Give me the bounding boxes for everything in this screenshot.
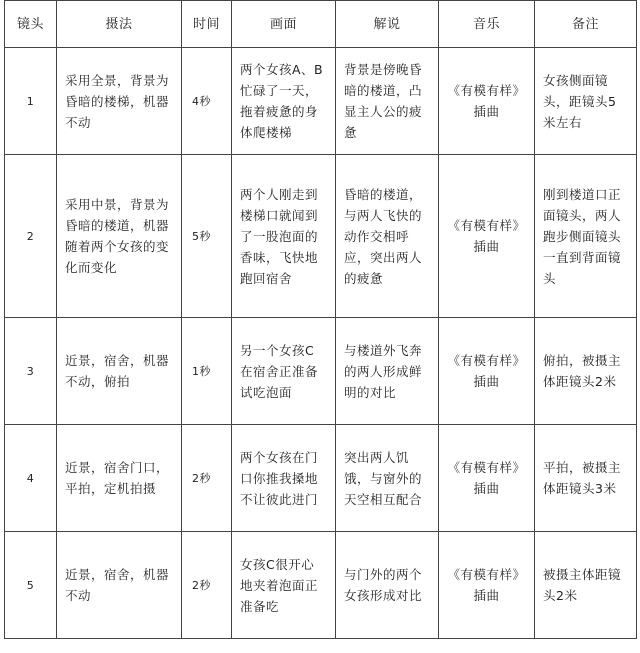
cell-notes: 刚到楼道口正面镜头，两人跑步侧面镜头一直到背面镜头 — [535, 155, 637, 318]
header-row — [5, 1, 637, 48]
cell-shot: 2 — [5, 155, 57, 318]
header-method: 摄法 — [57, 1, 182, 48]
cell-music: 《有模有样》插曲 — [439, 425, 535, 532]
cell-method: 采用全景，背景为昏暗的楼梯，机器不动 — [57, 48, 182, 155]
cell-notes: 俯拍，被摄主体距镜头2米 — [535, 318, 637, 425]
cell-scene: 另一个女孩C在宿舍正准备试吃泡面 — [232, 318, 336, 425]
cell-time: 1秒 — [182, 318, 232, 425]
table-row — [5, 48, 637, 155]
header-music: 音乐 — [439, 1, 535, 48]
cell-music: 《有模有样》插曲 — [439, 48, 535, 155]
cell-scene: 两个女孩A、B忙碌了一天，拖着疲惫的身体爬楼梯 — [232, 48, 336, 155]
cell-narration: 背景是傍晚昏暗的楼道，凸显主人公的疲惫 — [336, 48, 439, 155]
cell-scene: 两个女孩在门口你推我搡地不让彼此进门 — [232, 425, 336, 532]
table-row — [5, 318, 637, 425]
cell-narration: 与楼道外飞奔的两人形成鲜明的对比 — [336, 318, 439, 425]
cell-scene: 女孩C很开心地夹着泡面正准备吃 — [232, 532, 336, 639]
cell-music: 《有模有样》插曲 — [439, 318, 535, 425]
cell-scene: 两个人刚走到楼梯口就闻到了一股泡面的香味，飞快地跑回宿舍 — [232, 155, 336, 318]
cell-music: 《有模有样》插曲 — [439, 532, 535, 639]
table-row — [5, 425, 637, 532]
cell-narration: 突出两人饥饿，与窗外的天空相互配合 — [336, 425, 439, 532]
cell-time: 2秒 — [182, 532, 232, 639]
cell-time: 5秒 — [182, 155, 232, 318]
cell-method: 近景，宿舍，机器不动，俯拍 — [57, 318, 182, 425]
header-narration: 解说 — [336, 1, 439, 48]
cell-time: 2秒 — [182, 425, 232, 532]
header-notes: 备注 — [535, 1, 637, 48]
cell-notes: 平拍，被摄主体距镜头3米 — [535, 425, 637, 532]
cell-shot: 3 — [5, 318, 57, 425]
cell-music: 《有模有样》插曲 — [439, 155, 535, 318]
cell-method: 近景，宿舍，机器不动 — [57, 532, 182, 639]
cell-method: 采用中景，背景为昏暗的楼道，机器随着两个女孩的变化而变化 — [57, 155, 182, 318]
cell-shot: 1 — [5, 48, 57, 155]
table-row — [5, 155, 637, 318]
cell-shot: 5 — [5, 532, 57, 639]
header-scene: 画面 — [232, 1, 336, 48]
table-row — [5, 532, 637, 639]
cell-notes: 被摄主体距镜头2米 — [535, 532, 637, 639]
cell-narration: 与门外的两个女孩形成对比 — [336, 532, 439, 639]
cell-shot: 4 — [5, 425, 57, 532]
storyboard-table — [4, 0, 637, 639]
header-time: 时间 — [182, 1, 232, 48]
header-shot: 镜头 — [5, 1, 57, 48]
cell-notes: 女孩侧面镜头，距镜头5米左右 — [535, 48, 637, 155]
cell-time: 4秒 — [182, 48, 232, 155]
cell-method: 近景，宿舍门口，平拍，定机拍摄 — [57, 425, 182, 532]
cell-narration: 昏暗的楼道，与两人飞快的动作交相呼应，突出两人的疲惫 — [336, 155, 439, 318]
